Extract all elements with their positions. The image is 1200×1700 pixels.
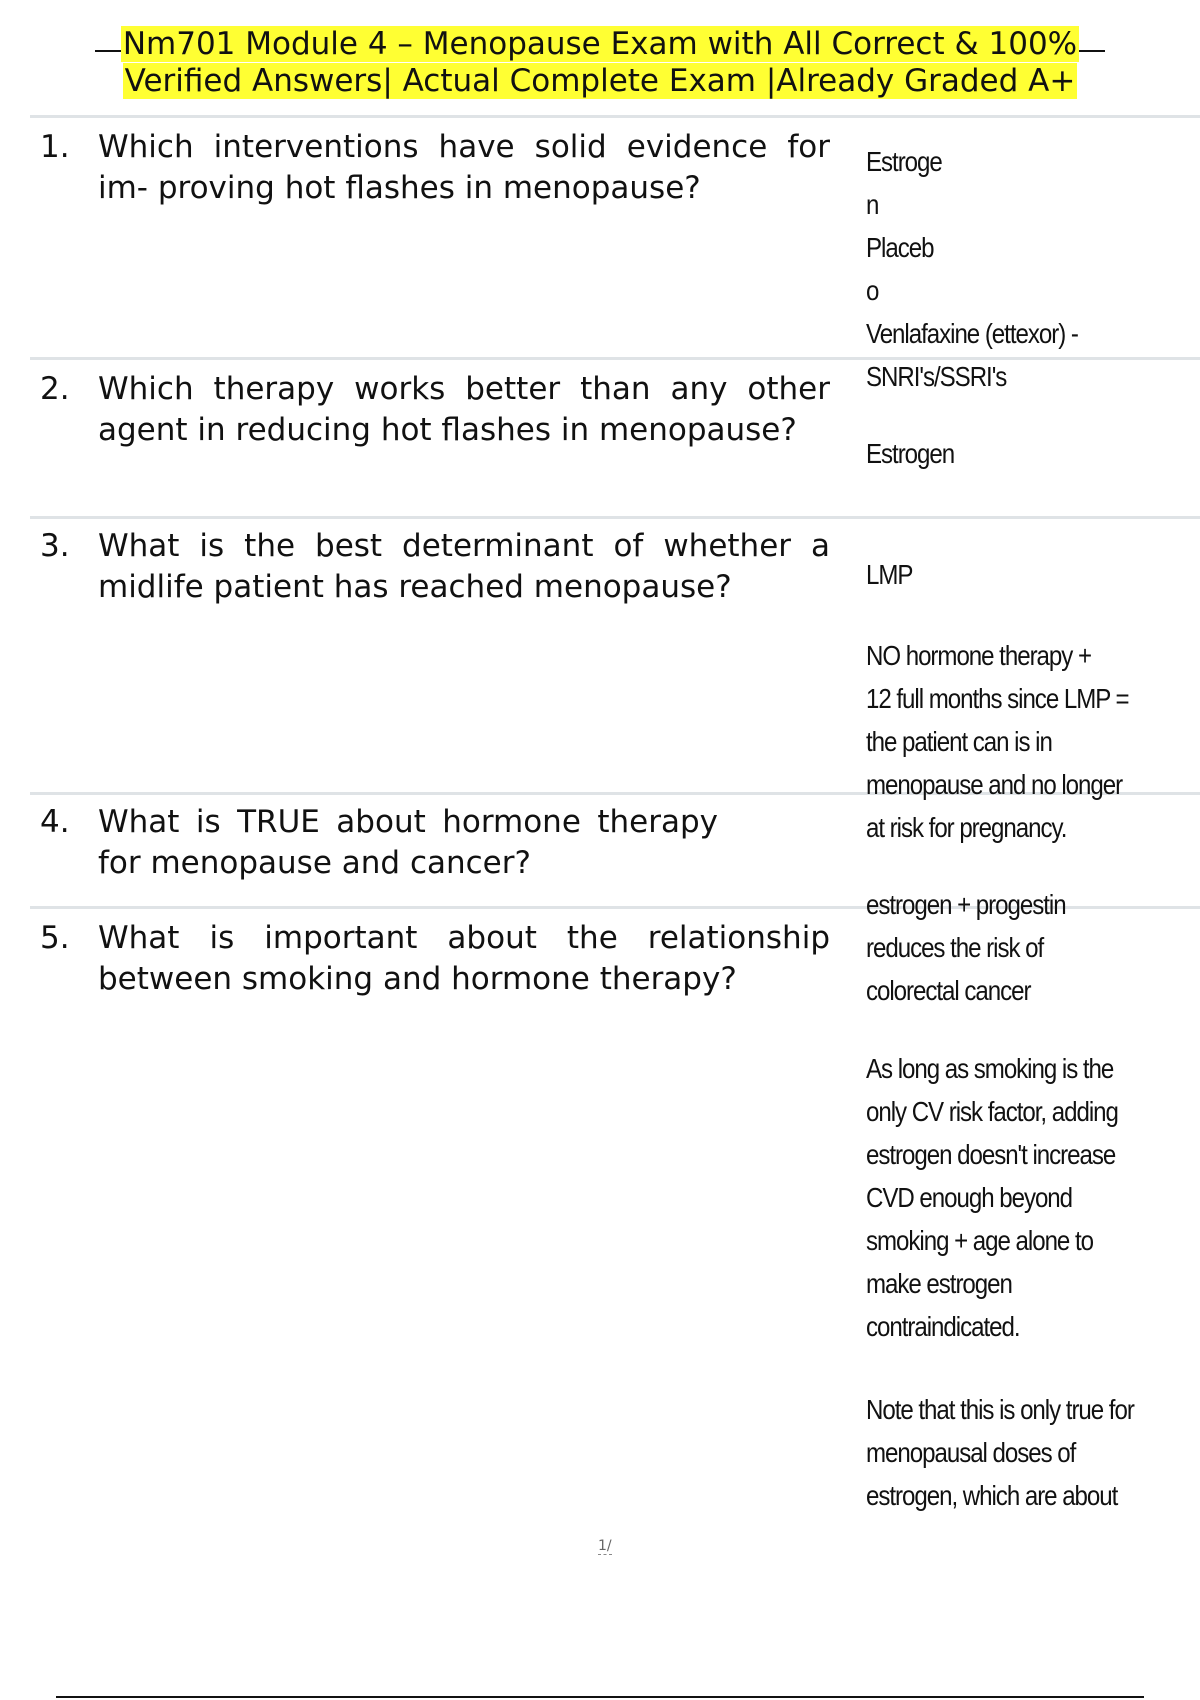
answer-line: reduces the risk of: [866, 932, 1044, 963]
answer-line: Placeb: [866, 232, 934, 263]
answer-line: SNRI's/SSRI's: [866, 361, 1007, 392]
document-title: [58, 26, 1142, 100]
answer-3-note: [866, 634, 1153, 849]
answer-line: the patient can is in: [866, 726, 1052, 757]
answer-line: menopausal doses of: [866, 1437, 1076, 1468]
answer-line: As long as smoking is the: [866, 1053, 1114, 1084]
answer-2: [866, 432, 1153, 475]
answer-line: Note that this is only true for: [866, 1394, 1134, 1425]
answer-line: smoking + age alone to: [866, 1225, 1093, 1256]
answer-line: only CV risk factor, adding: [866, 1096, 1118, 1127]
answer-line: 12 full months since LMP =: [866, 683, 1129, 714]
title-line-2: Verified Answers| Actual Complete Exam |Already Graded A+: [124, 63, 1076, 99]
question-number: 5.: [40, 920, 70, 956]
title-dash-right: [1079, 50, 1105, 52]
answer-line: LMP: [866, 559, 913, 590]
answer-line: at risk for pregnancy.: [866, 812, 1067, 843]
answer-line: estrogen doesn't increase: [866, 1139, 1116, 1170]
question-5: [40, 918, 830, 1000]
question-text: What is TRUE about hormone therapy for menopause and cancer?: [98, 804, 718, 881]
divider: [30, 115, 1200, 118]
question-number: 4.: [40, 804, 70, 840]
divider: [30, 516, 1200, 519]
answer-3: [866, 553, 1153, 596]
answer-line: estrogen, which are about: [866, 1480, 1118, 1511]
answer-5: [866, 1047, 1153, 1348]
answer-line: Estroge: [866, 146, 942, 177]
question-4: [40, 802, 830, 884]
answer-line: Venlafaxine (ettexor) -: [866, 318, 1078, 349]
answer-line: contraindicated.: [866, 1311, 1020, 1342]
footer-rule: [56, 1696, 1144, 1698]
answer-line: colorectal cancer: [866, 975, 1031, 1006]
answer-1: [866, 140, 1153, 398]
answer-line: menopause and no longer: [866, 769, 1123, 800]
question-text: Which therapy works better than any other agent in reducing hot flashes in menopause?: [98, 371, 830, 448]
title-line-1: Nm701 Module 4 – Menopause Exam with All Correct & 100%: [58, 26, 1142, 63]
answer-5-note: [866, 1388, 1153, 1517]
question-text: What is important about the relationship between smoking and hormone therapy?: [98, 920, 830, 997]
question-1: [40, 127, 830, 209]
question-text: What is the best determinant of whether a midlife patient has reached menopause?: [98, 528, 830, 605]
answer-line: make estrogen: [866, 1268, 1012, 1299]
question-3: [40, 526, 830, 608]
answer-line: CVD enough beyond: [866, 1182, 1073, 1213]
question-number: 1.: [40, 129, 70, 165]
question-number: 2.: [40, 371, 70, 407]
title-dash-left: [95, 50, 121, 52]
question-number: 3.: [40, 528, 70, 564]
answer-line: n: [866, 189, 879, 220]
answer-line: NO hormone therapy +: [866, 640, 1091, 671]
answer-line: Estrogen: [866, 438, 955, 469]
answer-line: o: [866, 275, 879, 306]
answer-line: estrogen + progestin: [866, 889, 1066, 920]
answer-4: [866, 883, 1153, 1012]
question-text: Which interventions have solid evidence for im- proving hot flashes in menopause?: [98, 129, 830, 206]
question-2: [40, 369, 830, 451]
page-number: 1/: [598, 1538, 612, 1554]
